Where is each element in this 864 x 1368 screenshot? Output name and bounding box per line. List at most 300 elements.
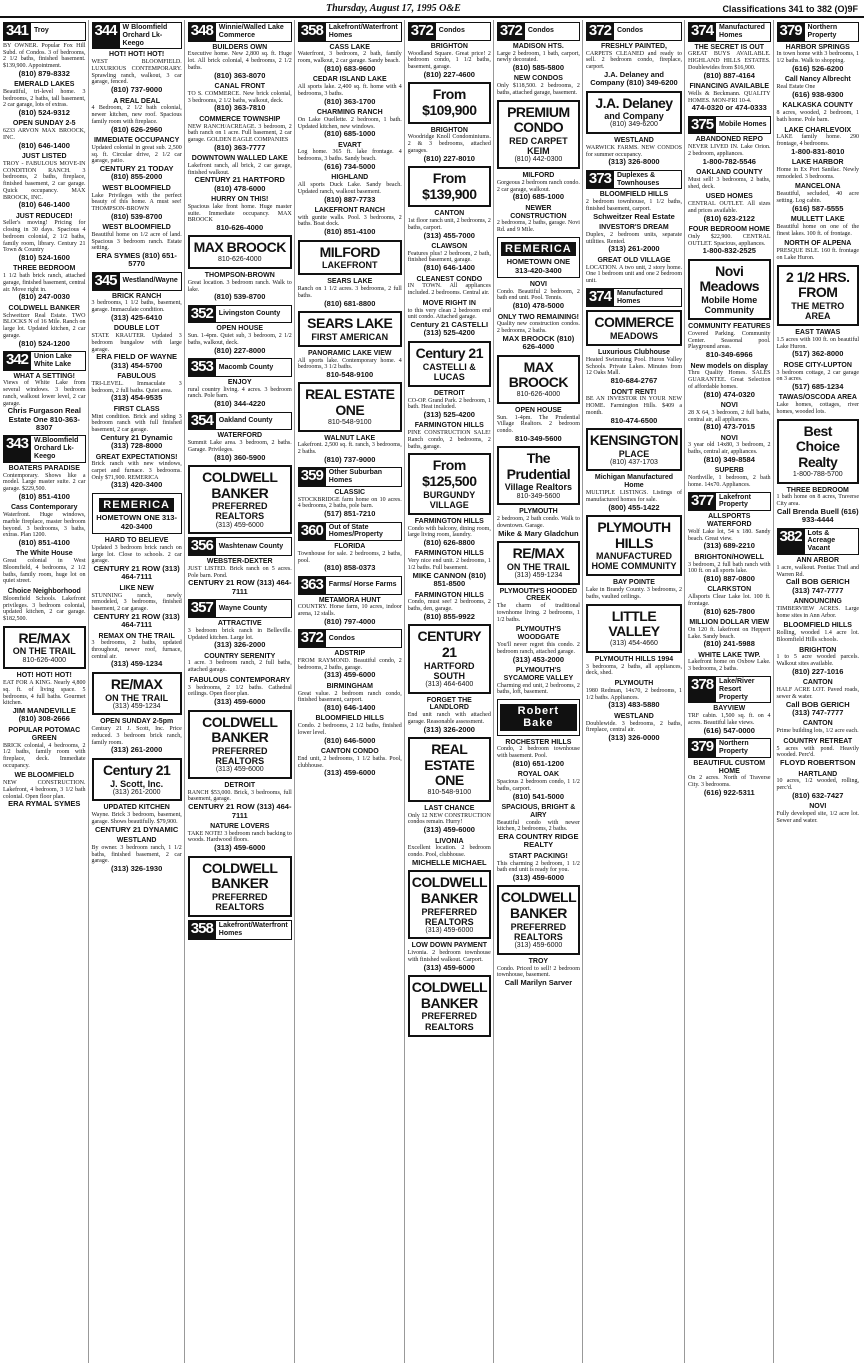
classified-ad: [298, 174, 402, 204]
columns-area: [0, 18, 864, 1363]
logo-ad: [497, 699, 580, 736]
category-name: Macomb County: [216, 358, 292, 377]
classified-ad: [3, 465, 86, 501]
ad-body: 1 to 5 acre wooded parcels. Walkout sites available.: [776, 654, 860, 668]
classified-ad: [777, 183, 860, 213]
classified-ad: [497, 314, 580, 352]
ad-body: Mint condition. Brick and siding 3 bedroom ranch with full finished basement, 2 car garage.: [91, 413, 182, 433]
ad-body: CARPETS CLEANED and ready to sell. 2 bedroom condo, fireplace, carport.: [585, 50, 683, 71]
display-ad-line: COLDWELL BANKER: [411, 979, 488, 1011]
ad-body: 3 bedrooms, 1 1/2 baths, basement, garage. Immaculate condition.: [91, 300, 182, 314]
ad-body: IN TOWN. All appliances included. 2 bedrooms. Central air.: [407, 283, 491, 297]
ad-body: Northville, 1 bedroom, 2 bath home. 14x70. Appliances.: [688, 475, 771, 488]
ad-body: Charming end unit, 2 bedrooms, 2 baths, loft, basement.: [496, 682, 580, 696]
ad-headline: Choice Neighborhood: [7, 588, 81, 596]
ad-phone: (810) 632-7427: [792, 790, 844, 800]
ad-headline: KALKASKA COUNTY: [782, 102, 854, 110]
category-header: [688, 676, 771, 703]
ad-phone: (810) 585-5800: [512, 63, 565, 73]
ad-phone: (313) 459-6000: [423, 962, 475, 972]
ad-phone: Schweitzer Real Estate: [593, 211, 675, 221]
classified-ad: [92, 51, 182, 94]
ad-headline: CASS LAKE: [329, 43, 370, 51]
ad-body: Waterfront. Huge windows, marble fireplace, master bedroom beyond. 3 bedrooms, 3 baths, extras. Plan 1200.: [3, 512, 86, 539]
classified-ad: [497, 958, 580, 988]
classified-ad: [408, 243, 491, 273]
ad-body: Duplex, 2 bedroom units, separate utilities. Rented.: [585, 231, 683, 245]
ad-body: On 120 ft. lakefront on Heppert Lake. Sandy beach.: [688, 626, 771, 640]
ad-body: CENTRAL OUTLET. All sizes and prices available.: [688, 201, 771, 214]
ad-headline: WALNUT LAKE: [324, 434, 376, 442]
classified-ad: [497, 205, 580, 234]
category-header: [777, 22, 860, 42]
classified-ad: [586, 713, 682, 743]
classified-ad: [408, 550, 491, 588]
classified-ad: [92, 325, 182, 370]
ad-body: STOCKBRIDGE farm home on 10 acres. 4 bedrooms, 2 baths, pole barn.: [297, 496, 402, 510]
ad-body: 6233 ARVON MAX BROOCK, INC.: [3, 128, 86, 141]
display-ad: [188, 710, 292, 779]
display-ad-line: RE/MAX: [18, 629, 70, 646]
category-name: W.Bloomfield Orchard Lk-Keego: [31, 435, 85, 462]
ad-phone: (810) 344-4220: [214, 399, 266, 409]
ad-body: NEVER LIVED IN. Lake Orion. 2 bedroom, appliances.: [688, 144, 771, 158]
category-number: 341: [3, 22, 31, 41]
ad-headline: CANAL FRONT: [214, 83, 265, 91]
ad-body: Lakefront. 2,500 sq. ft. ranch, 3 bedrooms, 2 baths.: [297, 442, 402, 456]
classified-ad: [188, 653, 292, 674]
ad-phone: (810) 646-1400: [324, 703, 376, 713]
ad-body: Log home. 365 ft. lake frontage. 4 bedrooms, 3 baths. Sandy beach.: [297, 149, 402, 163]
ad-body: Lake in Brandy County. 3 bedrooms, 2 baths, vaulted ceilings.: [585, 587, 683, 601]
ad-body: TO S. COMMERCE. New brick colonial, 3 bedrooms, 2 1/2 baths, walkout, deck.: [187, 90, 292, 104]
ad-body: Great value. 2 bedroom ranch condo, finished basement, carport.: [297, 690, 402, 704]
ad-body: 2 bedroom townhouse, 1 1/2 baths, finished basement, carport.: [585, 199, 683, 212]
category-number: 363: [298, 576, 326, 595]
classified-ad: [586, 137, 682, 167]
display-ad-line: PREFERRED REALTORS: [421, 1011, 478, 1032]
ad-body: Excellent location. 2 bedroom condo. Pool, clubhouse.: [407, 845, 491, 859]
classified-ad: [688, 193, 771, 223]
ad-body: Large 2 bedroom, 1 bath, carport, newly decorated.: [496, 50, 580, 64]
classified-ad: [3, 727, 86, 770]
category-name: Condos: [436, 22, 491, 41]
ad-body: 1980 Redman, 14x70, 2 bedrooms, 1 1/2 baths. Appliances.: [585, 688, 683, 701]
ad-body: Wells & Beckmann. QUALITY HOMES. MON-FRI 10-4.: [688, 90, 771, 104]
ad-body: Beautiful, secluded, 40 acre setting. Log cabin.: [776, 191, 860, 204]
ad-headline: OPEN SUNDAY 2-5: [12, 120, 76, 128]
ad-headline: Michigan Manufactured Home: [594, 474, 674, 490]
ad-body: BE AN INVESTOR IN YOUR NEW HOME. Farmington Hills. $409 a month.: [585, 396, 683, 416]
ad-headline: SEARS LAKE: [327, 278, 373, 286]
ad-phone: (810) 646-5000: [324, 735, 376, 745]
classified-ad: [586, 43, 682, 88]
category-number: 375: [688, 116, 716, 135]
ad-body: Condo. 2 bedrooms, 2 1/2 baths, finished lower level.: [297, 723, 402, 736]
display-ad: [497, 355, 580, 404]
ad-phone: (810) 478-5000: [512, 301, 565, 311]
category-header: [298, 629, 402, 648]
ad-phone: (313) 425-6410: [110, 312, 163, 322]
display-ad-line: 810-349-5600: [516, 492, 561, 500]
ad-body: NEW CONSTRUCTION. Lakefront, 4 bedroom, 3 1/2 bath colonial. Open floor plan.: [3, 780, 86, 800]
ad-headline: FOUR BEDROOM HOME: [688, 226, 770, 234]
ad-headline: LOW DOWN PAYMENT: [411, 942, 488, 950]
display-ad: [586, 515, 682, 577]
ad-headline: REMAX ON THE TRAIL: [98, 632, 175, 640]
display-ad-line: From $139,900: [422, 169, 477, 202]
classified-ad: [298, 142, 402, 172]
classified-ad: [408, 518, 491, 548]
classified-ad: [408, 276, 491, 297]
ad-body: 3 year old 14x80, 3 bedroom, 2 baths, central air, appliances.: [688, 442, 771, 456]
ad-phone: (810) 797-4000: [324, 616, 376, 626]
ad-headline: MANCELONA: [795, 183, 841, 191]
ad-headline: TROY: [528, 957, 549, 965]
category-header: [188, 920, 292, 940]
ad-headline: Call Nancy Albrecht: [784, 76, 851, 84]
ad-body: WEST BLOOMFIELD. LUXURIOUS CONTEMPORARY. Sprawling ranch, walkout, 3 car garage, fenced.: [91, 59, 182, 86]
ad-body: Lake homes, cottages, river homes, wooded lots.: [776, 402, 860, 415]
ad-headline: FABULOUS: [117, 373, 156, 381]
ad-body: Gorgeous 2 bedroom ranch condo. 2 car garage, walkout.: [496, 179, 580, 193]
display-ad-line: REAL ESTATE ONE: [305, 386, 395, 419]
display-ad-line: Village Realtors: [504, 482, 573, 493]
ad-phone: (810) 851-4100: [18, 538, 70, 547]
category-name: Troy: [31, 22, 85, 41]
ad-body: 1 bath home on 8 acres, Traverse City area.: [776, 494, 860, 508]
masthead: [0, 0, 864, 18]
category-name: Northern Property: [805, 22, 859, 42]
ad-body: All sports Duck Lake. Sandy beach. Updated ranch, walkout basement.: [297, 182, 402, 195]
ad-phone: (616) 938-9300: [792, 89, 844, 99]
ad-body: BY OWNER. Popular Fox Hill Subd. of Condos. 3 of bedrooms, 2 1/2 baths, finished basement. $139,900. Appointment.: [3, 42, 86, 69]
ad-headline: NATURE LOVERS: [210, 822, 270, 830]
ad-headline: BAYVIEW: [713, 705, 746, 713]
ad-body: STATE KRAUTER. Updated 3 bedroom bungalow with large garage.: [91, 333, 182, 353]
ad-phone: (810) 524-9312: [18, 108, 70, 118]
classified-ad: [777, 159, 860, 180]
ad-headline: PLYMOUTH'S HOODED CREEK: [499, 587, 578, 603]
ad-headline: HOT! HOT! HOT!: [16, 672, 72, 680]
display-ad-line: HARTFORD SOUTH: [424, 660, 475, 681]
classified-column: [3, 20, 89, 1363]
classified-ad: [777, 102, 860, 123]
ad-phone: (810) 363-7810: [214, 103, 266, 113]
ad-phone: (313) 326-1930: [110, 864, 163, 874]
ad-phone: FLOYD ROBERTSON: [780, 758, 856, 768]
ad-phone: (810) 851-4100: [324, 227, 376, 237]
ad-phone: (810) 524-1200: [18, 338, 70, 348]
classified-ad: [497, 43, 580, 73]
ad-phone: (810) 541-5000: [512, 791, 565, 801]
ad-body: Great location. 3 bedroom ranch. Walk to lake.: [187, 279, 292, 293]
ad-body: 2 bedroom, 2 bath condo. Walk to downtown. Garage.: [496, 516, 580, 529]
display-ad-line: (313) 459-6000: [215, 521, 264, 529]
classified-column: [777, 20, 862, 1363]
category-number: 342: [3, 351, 31, 371]
ad-phone: (810) 349-8584: [703, 454, 755, 464]
category-number: 345: [92, 272, 120, 291]
ad-body: Executive home. New 2,800 sq. ft. Huge lot. All brick colonial, 4 bedrooms, 2 1/2 baths.: [187, 51, 292, 71]
ad-headline: COUNTRY RETREAT: [783, 737, 853, 745]
display-ad-line: J.A. Delaney: [595, 94, 673, 111]
display-ad-line: J. Scott, Inc.: [110, 778, 164, 789]
category-number: 374: [586, 288, 614, 308]
category-header: [188, 412, 292, 431]
ad-body: This charming 2 bedroom, 1 1/2 bath end unit is ready for you.: [496, 860, 580, 874]
ad-headline: CANTON CONDO: [320, 748, 379, 756]
ad-headline: ANNOUNCING: [793, 598, 842, 606]
ad-headline: HARTLAND: [798, 770, 838, 778]
ad-phone: (313) 459-6000: [423, 825, 475, 835]
ad-body: Lakefront home on Oxbow Lake. 3 bedrooms, 2 baths.: [688, 659, 771, 673]
ad-headline: BRICK RANCH: [111, 292, 162, 300]
ad-body: Only 12 NEW CONSTRUCTION condos remain. Hurry!: [407, 812, 491, 826]
ad-headline: DOUBLE LOT: [113, 325, 160, 333]
category-name: Lots & Acreage Vacant: [805, 528, 859, 555]
ad-body: Very nice end unit. 2 bedrooms, 1 1/2 baths. Full basement.: [407, 558, 491, 572]
ad-phone: (810) 227-4600: [423, 69, 475, 79]
category-number: 352: [188, 305, 216, 324]
classified-ad: [688, 226, 771, 256]
classified-ad: [3, 373, 86, 433]
ad-body: 1st floor ranch unit, 2 bedrooms, 2 baths, carport.: [407, 218, 491, 231]
classified-ad: [298, 650, 402, 680]
display-ad-line: COLDWELL BANKER: [202, 859, 278, 892]
ad-phone: (517) 851-7210: [324, 509, 376, 519]
ad-headline: A REAL DEAL: [113, 97, 160, 105]
classified-ad: [497, 626, 580, 663]
classified-ad: [586, 191, 682, 221]
ad-body: 3 bedroom brick ranch in Belleville. Updated kitchen. Large lot.: [187, 627, 292, 641]
category-number: 358: [188, 920, 216, 940]
display-ad-line: and Company: [604, 111, 664, 122]
display-ad-line: COLDWELL BANKER: [411, 874, 488, 906]
ad-body: Lakefront ranch, all brick, 2 car garage, finished walkout.: [187, 162, 292, 176]
ad-phone: (313) 261-2000: [110, 745, 163, 755]
display-ad-line: (313) 459-6000: [425, 926, 474, 934]
ad-headline: FIRST CLASS: [113, 405, 160, 413]
ad-headline: FARMINGTON HILLS: [414, 550, 484, 558]
ad-headline: FINANCING AVAILABLE: [689, 83, 770, 91]
ad-headline: WESTLAND: [614, 137, 654, 145]
display-ad: [497, 446, 580, 505]
ad-body: to this very clean 2 bedroom end unit condo. Attached garage.: [407, 307, 491, 321]
category-header: [188, 305, 292, 324]
classified-ad: [408, 805, 491, 835]
display-ad-line: From $109,900: [422, 86, 477, 118]
classified-ad: [586, 257, 682, 285]
display-ad-line: 810-626-4000: [516, 390, 561, 398]
classified-ad: [586, 680, 682, 710]
classified-ad: [688, 586, 771, 616]
category-header: [3, 22, 86, 41]
ad-phone: J.A. Delaney and Company (810) 349-6200: [590, 69, 678, 88]
ad-headline: New models on display: [690, 362, 768, 370]
ad-headline: FARMINGTON HILLS: [414, 422, 484, 430]
classified-column: [408, 20, 494, 1363]
ad-body: Summit Lake area. 3 bedroom, 2 baths. Garage. Privileges.: [187, 440, 292, 453]
category-number: 354: [188, 412, 216, 431]
display-ad-line: MANUFACTURED HOME COMMUNITY: [591, 551, 677, 572]
ad-phone: (313) 459-6000: [214, 843, 266, 853]
ad-body: 1 acre, walkout. Pontiac Trail and Warren Rd.: [776, 564, 860, 578]
ad-headline: WEBSTER-DEXTER: [206, 558, 273, 566]
ad-body: Condo, 2 bedroom townhouse with basement. Pool.: [496, 746, 580, 760]
ad-headline: OPEN SUNDAY 2-5pm: [100, 718, 174, 726]
ad-body: Great colonial in West Bloomfield, 4 bedrooms, 2 1/2 baths, family room, huge lot on quiet street.: [3, 558, 86, 585]
ad-phone: (810) 241-5988: [703, 639, 755, 649]
ad-phone: MICHELLE MICHAEL: [412, 857, 487, 867]
logo-ad: [497, 237, 580, 278]
ad-headline: MILLION DOLLAR VIEW: [689, 619, 770, 626]
ad-body: 1 acre. 3 bedroom ranch, 2 full baths, attached garage.: [187, 660, 292, 674]
display-ad: [586, 310, 682, 346]
ad-phone: (810) 524-1600: [18, 253, 70, 263]
category-number: 344: [92, 22, 120, 49]
ad-headline: BLOOMFIELD HILLS: [783, 622, 852, 630]
ad-phone: (313) 459-6000: [214, 697, 266, 707]
classified-ad: [188, 782, 292, 820]
classified-ad: [188, 620, 292, 650]
ad-headline: USED HOMES: [705, 193, 753, 201]
ad-phone: (810) 227-1016: [792, 666, 844, 676]
display-ad-line: COMMERCE: [594, 314, 674, 331]
display-ad: [188, 235, 292, 269]
ad-headline: MOVE RIGHT IN: [422, 299, 476, 307]
classified-ad: [3, 265, 86, 301]
classified-ad: [688, 513, 771, 550]
category-name: Lakefront/Waterfront Homes: [326, 22, 402, 42]
ad-phone: (810) 887-7733: [324, 194, 376, 204]
ad-body: 3 bedroom, 2 full bath ranch with 100 ft. on all sports lake.: [688, 561, 771, 575]
classified-ad: [3, 81, 86, 117]
display-ad-line: Best Choice Realty: [795, 422, 840, 471]
ad-phone: MIKE CANNON (810) 851-8500: [412, 570, 486, 589]
ad-headline: WHAT A SETTING!: [13, 372, 76, 380]
classified-ad: [3, 43, 86, 78]
classified-ad: [3, 120, 86, 150]
category-name: Condos: [614, 22, 682, 41]
category-header: [298, 467, 402, 487]
ad-headline: THREE BEDROOM: [786, 486, 849, 494]
classified-ad: [586, 224, 682, 254]
display-ad: [408, 975, 491, 1037]
ad-headline: BIRMINGHAM: [326, 682, 373, 690]
classified-ad: [3, 672, 86, 723]
ad-phone: 810-684-2767: [610, 376, 658, 386]
ad-phone: 474-0320 or 474-0333: [691, 103, 767, 113]
ad-headline: LAKE HARBOR: [791, 159, 844, 167]
ad-phone: ERA FIELD OF WAYNE (313) 454-5700: [96, 352, 177, 370]
ad-body: Waterfront, 3 bedroom, 2 bath, family room, walkout, 2 car garage. Sandy beach.: [297, 51, 402, 65]
ad-headline: EAST TAWAS: [795, 329, 841, 337]
ad-headline: JUST LISTED: [21, 153, 67, 161]
ad-body: Fully developed site, 1/2 acre lot. Sewer and water.: [776, 811, 860, 824]
ad-headline: HIGHLAND: [331, 174, 369, 182]
ad-phone: (616) 922-5311: [703, 787, 755, 797]
ad-body: 2 bedrooms, 2 baths, garage. Novi Rd. and 9 Mile.: [496, 220, 580, 234]
classified-ad: [188, 44, 292, 80]
ad-phone: Century 21 Dynamic (313) 728-8000: [100, 432, 173, 451]
ad-headline: BRIGHTON/HOWELL: [694, 553, 764, 561]
classified-ad: [777, 216, 860, 237]
category-number: 356: [188, 537, 216, 556]
classified-ad: [92, 585, 182, 630]
category-name: Winnie/Walled Lake Commerce: [216, 22, 292, 42]
classified-ad: [497, 407, 580, 443]
display-ad-line: CENTURY 21: [417, 628, 482, 660]
ad-body: PRESQUE ISLE. 160 ft. frontage on Lake Huron.: [776, 248, 860, 261]
classified-ad: [92, 718, 182, 754]
ad-headline: CLARKSTON: [707, 586, 752, 594]
display-ad: [298, 240, 402, 276]
display-ad-line: ON THE TRAIL: [12, 646, 76, 657]
display-ad-line: MAX BROOCK: [508, 358, 568, 391]
ad-phone: (810) 646-1400: [18, 200, 70, 210]
category-header: [188, 599, 292, 618]
classified-ad: [298, 350, 402, 380]
ad-body: 3 bedroom cottage, 2 car garage on 3 acres.: [776, 369, 860, 383]
ad-headline: POPULAR POTOMAC GREEN: [8, 726, 81, 742]
ad-headline: ATTRACTIVE: [217, 619, 262, 627]
ad-phone: (313) 454-9535: [110, 393, 163, 403]
ad-phone: (810) 474-0320: [703, 389, 755, 399]
ad-headline: COUNTRY SERENITY: [204, 652, 276, 660]
ad-body: TRI-LEVEL. Immaculate 3 bedroom, 2 full baths. Quiet area.: [91, 380, 182, 394]
ad-body: JUST LISTED. Brick ranch on 5 acres. Pole barn. Pond.: [187, 565, 292, 579]
category-number: 348: [188, 22, 216, 42]
ad-body: Condo with balcony, dining room, large living room, laundry.: [407, 525, 491, 539]
display-ad-line: KENSINGTON: [589, 431, 679, 448]
display-ad-line: From $125,500: [422, 457, 477, 489]
category-header: [586, 288, 682, 308]
ad-body: Ranch on 1 1/2 acres. 3 bedrooms, 2 full baths.: [297, 286, 402, 299]
category-number: 372: [298, 629, 326, 648]
classified-ad: [586, 656, 682, 677]
classified-ad: [92, 98, 182, 134]
classified-ad: [408, 592, 491, 622]
ad-phone: (810) 539-8700: [110, 211, 163, 221]
classified-ad: [497, 281, 580, 311]
category-number: 379: [688, 738, 716, 758]
classified-ad: [777, 487, 860, 525]
display-ad-line: SEARS LAKE: [307, 315, 393, 331]
classified-ad: [688, 169, 771, 190]
ad-headline: NEW CONDOS: [513, 75, 563, 83]
display-ad-line: LITTLE VALLEY: [608, 607, 660, 640]
ad-headline: ANN ARBOR: [796, 557, 840, 565]
classified-ad: [3, 550, 86, 585]
ad-body: Townhouse for sale. 2 bedrooms, 2 baths, pool.: [297, 551, 402, 564]
ad-body: All sports lake. 2,400 sq. ft. home with 4 bedrooms, 3 baths.: [297, 84, 402, 97]
ad-phone: (810) 887-4164: [703, 70, 755, 80]
ad-phone: (810) 363-7777: [214, 142, 266, 152]
ad-body: TRF cabin. 1,500 sq. ft. on 4 acres. Beautiful lake views.: [688, 713, 771, 726]
display-ad-line: (810) 349-6200: [610, 121, 658, 129]
classifications-range: Classifications 341 to 382 (O)9F: [722, 3, 858, 14]
ad-body: Covered Parking. Community Center. Seasonal pool. Playground areas.: [688, 331, 771, 351]
ad-headline: ONLY TWO REMAINING!: [497, 313, 580, 321]
category-name: Union Lake White Lake: [31, 351, 85, 371]
ad-body: Spacious lake front home. Huge master suite. Immediate occupancy. MAX BROOCK: [187, 203, 292, 224]
ad-headline: GREAT EXPECTATIONS!: [95, 453, 178, 461]
display-ad-line: COLDWELL BANKER: [500, 889, 577, 922]
ad-phone: (616) 526-6200: [792, 63, 844, 73]
display-ad-line: 810-626-4000: [217, 256, 262, 264]
display-ad-line: PREFERRED REALTORS: [421, 906, 478, 927]
